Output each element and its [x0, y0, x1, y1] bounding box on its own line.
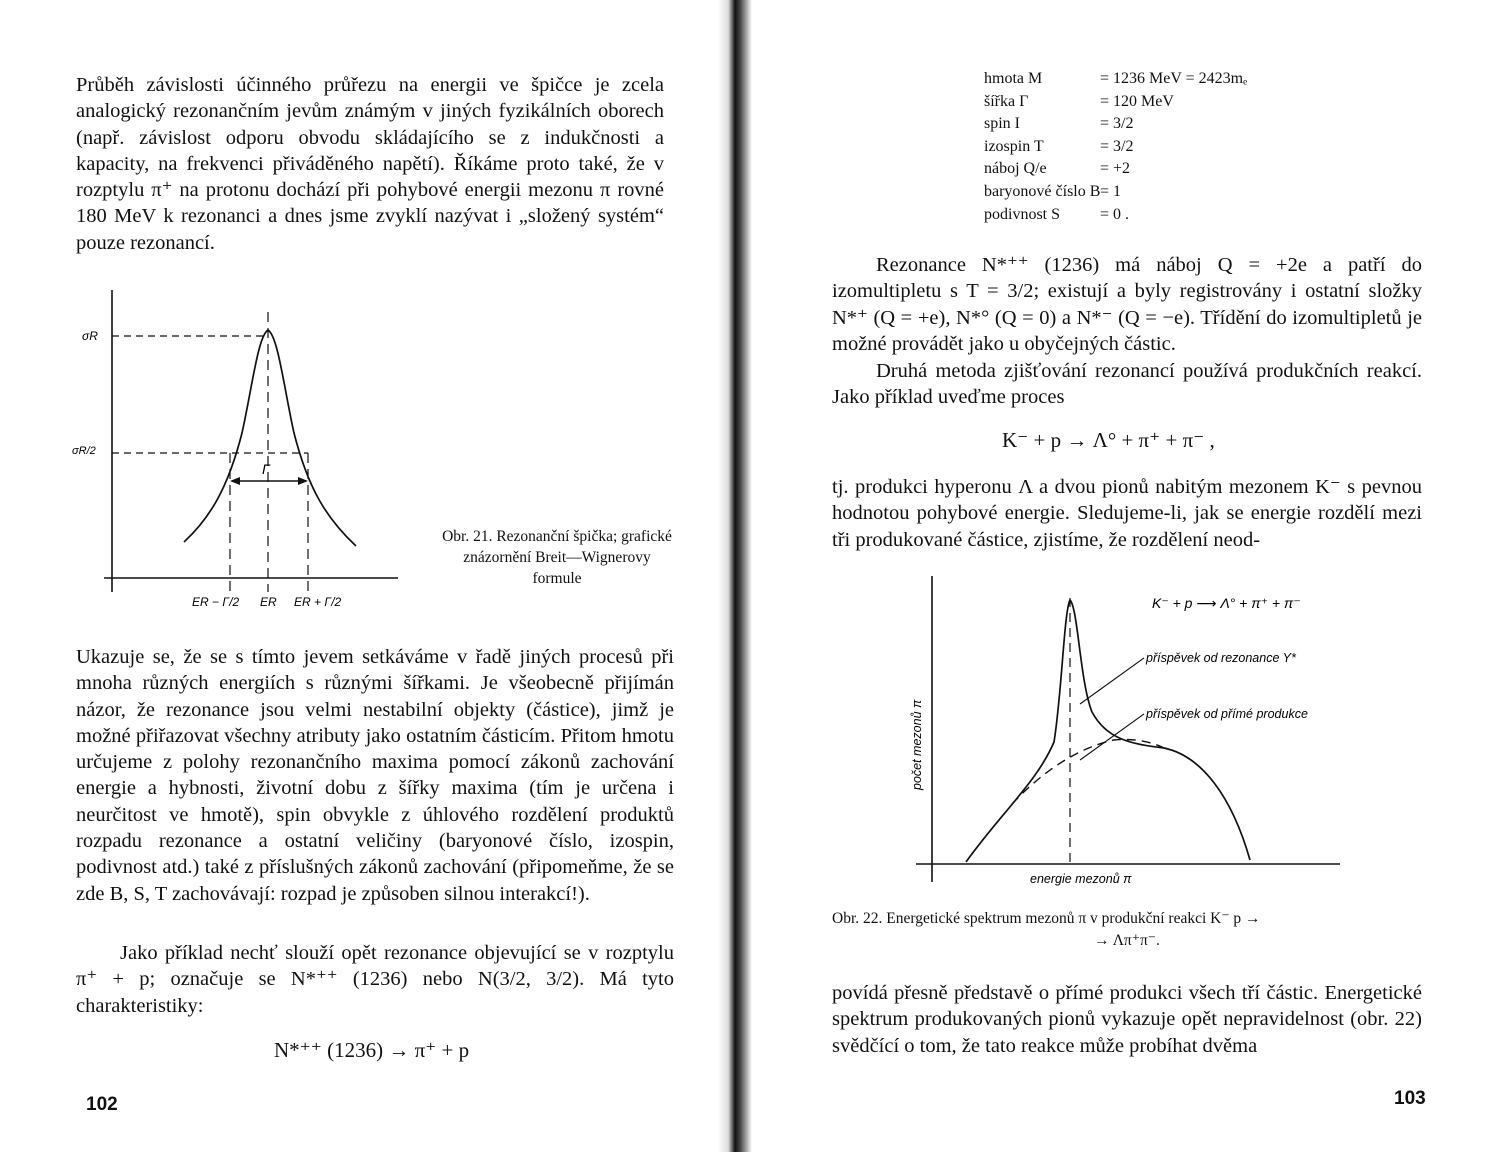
property-value: = 1236 MeV = 2423mₑ — [1100, 70, 1248, 87]
figure-22-caption-line1: Obr. 22. Energetické spektrum mezonů π v produkční reakci K⁻ p → — [832, 910, 1261, 927]
production-equation: K⁻ + p → Λ° + π⁺ + π⁻ , — [1002, 428, 1215, 452]
property-row — [984, 181, 1247, 204]
property-value: = 0 . — [1100, 205, 1130, 223]
direct-contribution-label: příspěvek od přímé produkce — [1146, 707, 1308, 721]
figure-22-caption-line2: → Λπ⁺π⁻. — [1094, 932, 1160, 949]
page-number-left: 102 — [86, 1094, 118, 1115]
property-label: izospin T — [984, 137, 1044, 155]
property-row — [984, 113, 1247, 136]
figure-22-energy-spectrum — [902, 572, 1342, 892]
sigma-r-half-label: σR/2 — [72, 445, 96, 457]
property-value: = 3/2 — [1100, 137, 1134, 155]
left-page — [0, 0, 718, 1152]
gamma-label: Γ — [262, 461, 270, 477]
intro-paragraph: Průběh závislosti účinného průřezu na energii ve špičce je zcela analogický rezonančním jevům známým v jiných fyzikálních oborech (např. závislost odporu obvodu skládajícího se z indukčnosti a kapacity, na frekvenci přiváděného napětí). Říkáme proto také, že v rozptylu π⁺ na protonu dochází při pohybové energii mezonu π rovné 180 MeV k rezonanci a dnes jsme zvyklí nazývat i „složený systém“ pouze rezonancí. — [76, 74, 664, 254]
property-row — [984, 158, 1247, 181]
resonance-curve — [184, 330, 356, 546]
tick-center-label: ER — [260, 595, 277, 609]
right-paragraph-4: povídá přesně představě o přímé produkci všech tří částic. Energetické spektrum produkovaných pionů vykazuje opět nepravidelnost (obr. 22) svědčící o tom, že tato reakce může probíhat dvěma — [832, 982, 1422, 1057]
direct-pointer — [1080, 714, 1144, 760]
resonance-contribution-label: příspěvek od rezonance Y* — [1146, 651, 1296, 665]
decay-equation: N*⁺⁺ (1236) → π⁺ + p — [274, 1038, 470, 1062]
property-label: podivnost S — [984, 205, 1061, 223]
reaction-label: K⁻ + p ⟶ Λ° + π⁺ + π⁻ — [1152, 595, 1301, 611]
tick-left-label: ER − Γ/2 — [192, 595, 240, 609]
sigma-r-label: σR — [82, 329, 98, 343]
figure-21-caption: Obr. 21. Rezonanční špička; grafické znázornění Breit—Wignerovy formule — [442, 528, 672, 587]
property-label: baryonové číslo B — [984, 182, 1101, 200]
right-page — [752, 0, 1506, 1152]
figure-21-resonance-peak — [70, 288, 410, 618]
x-axis-label: energie mezonů π — [1030, 872, 1132, 886]
property-value: = 3/2 — [1100, 115, 1134, 133]
paragraph-3: Jako příklad nechť slouží opět rezonance objevující se v rozptylu π⁺ + p; označuje se N*⁺⁺ (1236) nebo N(3/2, 3/2). Má tyto charakteristiky: — [76, 942, 674, 1017]
property-value: = 1 — [1100, 182, 1122, 200]
y-axis-label: počet mezonů π — [910, 699, 924, 790]
property-row — [984, 91, 1247, 114]
resonance-properties — [984, 68, 1247, 226]
property-row — [984, 204, 1247, 227]
right-paragraph-2: Druhá metoda zjišťování rezonancí používá produkčních reakcí. Jako příklad uveďme proces — [832, 360, 1422, 409]
page-number-right: 103 — [1394, 1088, 1426, 1109]
right-paragraph-1: Rezonance N*⁺⁺ (1236) má náboj Q = +2e a patří do izomultipletu s T = 3/2; existují a byly registrovány i ostatní složky N*⁺ (Q = +e), N*° (Q = 0) a N*⁻ (Q = −e). Třídění do izomultipletů je možné provádět jako u obyčejných částic. — [832, 254, 1422, 355]
right-paragraph-3: tj. produkci hyperonu Λ a dvou pionů nabitým mezonem K⁻ s pevnou hodnotou pohybové energie. Sledujeme-li, jak se energie rozdělí mezi tři produkované částice, zjistíme, že rozdělení neod- — [832, 476, 1422, 551]
direct-production-curve — [1012, 739, 1164, 804]
paragraph-2: Ukazuje se, že se s tímto jevem setkáváme v řadě jiných procesů při mnoha různých energiích s různými šířkami. Je všeobecně přijímán názor, že rezonance jsou velmi nestabilní objekty (částice), jimž je možné přiřazovat všechny atributy jako ostatním částicím. Přitom hmotu určujeme z polohy rezonančního maxima pomocí zákonů zachování energie a hybnosti, životní dobu z šířky maxima (tím je určena i neurčitost ve hmotě), spin obvykle z úhlového rozdělení produktů rozpadu rezonance a ostatní veličiny (baryonové číslo, izospin, podivnost atd.) také z příslušných zákonů zachování (připomeňme, že se zde B, S, T zachovávají: rozpad je způsoben silnou interakcí!). — [76, 646, 674, 905]
property-value: = +2 — [1100, 160, 1131, 178]
property-label: hmota M — [984, 70, 1043, 87]
book-gutter — [718, 0, 752, 1152]
tick-right-label: ER + Γ/2 — [294, 595, 342, 609]
property-row — [984, 136, 1247, 159]
property-label: šířka Γ — [984, 92, 1029, 110]
property-label: spin I — [984, 115, 1020, 133]
total-spectrum-curve — [966, 600, 1250, 862]
property-row — [984, 68, 1247, 91]
property-value: = 120 MeV — [1100, 92, 1174, 110]
resonance-pointer — [1080, 658, 1144, 704]
property-label: náboj Q/e — [984, 160, 1047, 178]
